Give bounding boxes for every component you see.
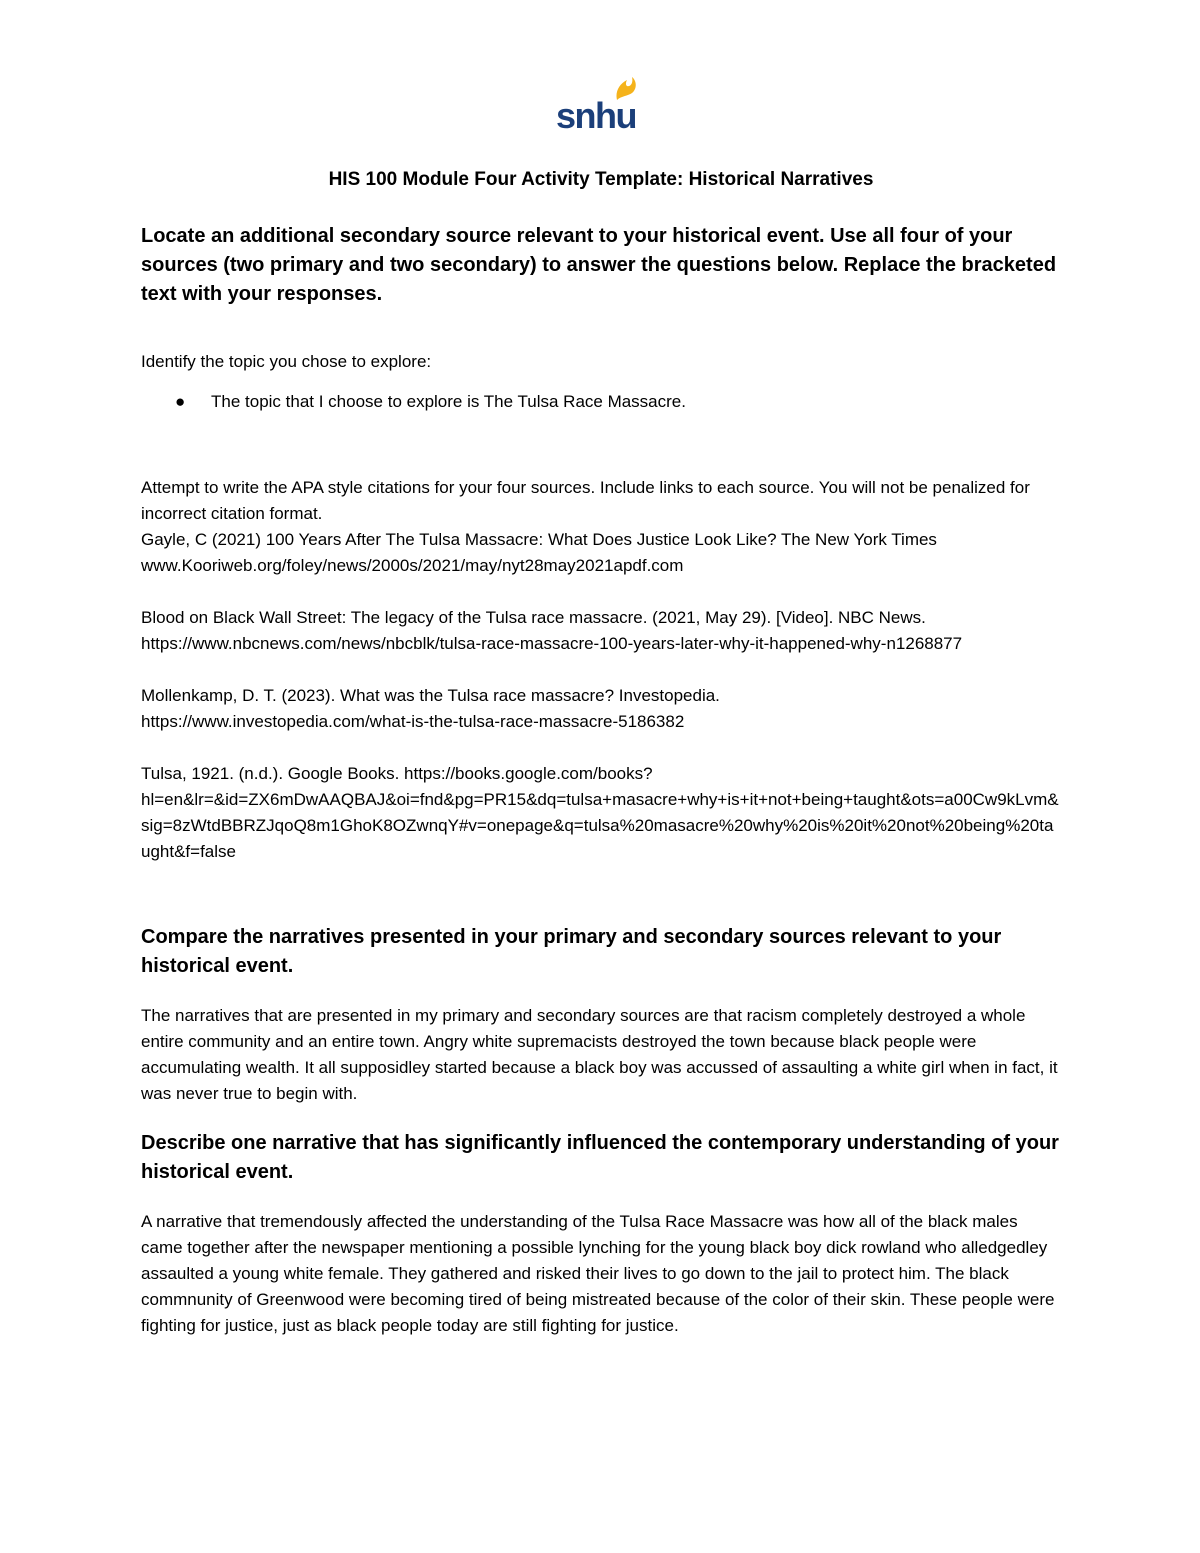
answer-compare: The narratives that are presented in my primary and secondary sources are that racism completely destroyed a whole entire community and an entire town. Angry white supremacists destroyed the town because black people were accumulating wealth. It all supposidley started because a black boy was accussed of assaulting a white girl when in fact, it was never true to begin with. bbox=[141, 1006, 1058, 1103]
citations-prompt: Attempt to write the APA style citations for your four sources. Include links to each source. You will not be penalized for incorrect citation format. bbox=[141, 478, 1030, 523]
citation-1 bbox=[141, 527, 1061, 579]
citation-text: Gayle, C (2021) 100 Years After The Tulsa Massacre: What Does Justice Look Like? The New York Times bbox=[141, 530, 937, 549]
citation-2 bbox=[141, 605, 1061, 657]
citation-text: Mollenkamp, D. T. (2023). What was the Tulsa race massacre? Investopedia. bbox=[141, 686, 720, 705]
citation-link[interactable]: https://books.google.com/books?hl=en&lr=&id=ZX6mDwAAQBAJ&oi=fnd&pg=PR15&dq=tulsa+masacre+why+is+it+not+being+taught&ots=a00Cw9kLvm&sig=8zWtdBBRZJqoQ8m1GhoK8OZwnqY#v=onepage&q=tulsa%20masacre%20why%20is%20it%20not%20being%20taught&f=false bbox=[141, 764, 1059, 861]
citation-link[interactable]: www.Kooriweb.org/foley/news/2000s/2021/may/nyt28may2021apdf.com bbox=[141, 556, 684, 575]
snhu-logo bbox=[555, 74, 640, 132]
question-heading-describe: Describe one narrative that has significantly influenced the contemporary understanding of your historical event. bbox=[141, 1132, 1059, 1183]
document-body bbox=[141, 166, 1061, 1339]
bullet-icon: ● bbox=[175, 392, 186, 411]
snhu-logo-graphic bbox=[555, 74, 640, 132]
topic-answer: The topic that I choose to explore is The Tulsa Race Massacre. bbox=[211, 392, 686, 411]
list-item bbox=[141, 389, 1061, 415]
document-title: HIS 100 Module Four Activity Template: Historical Narratives bbox=[328, 169, 874, 190]
instructions: Locate an additional secondary source relevant to your historical event. Use all four of your sources (two primary and two secondary) to answer the questions below. Replace the bracketed text with your responses. bbox=[141, 225, 1057, 305]
logo-wordmark: snhu bbox=[556, 95, 636, 132]
citation-4 bbox=[141, 761, 1061, 865]
citation-link[interactable]: https://www.investopedia.com/what-is-the-tulsa-race-massacre-5186382 bbox=[141, 712, 685, 731]
answer-describe: A narrative that tremendously affected the understanding of the Tulsa Race Massacre was how all of the black males came together after the newspaper mentioning a possible lynching for the young black boy dick rowland who alledgedley assaulted a young white female. They gathered and risked their lives to go down to the jail to protect him. The black commnunity of Greenwood were becoming tired of being mistreated because of the color of their skin. These people were fighting for justice, just as black people today are still fighting for justice. bbox=[141, 1212, 1055, 1335]
citation-3 bbox=[141, 683, 1061, 735]
citation-text: Tulsa, 1921. (n.d.). Google Books. bbox=[141, 764, 400, 783]
citation-link[interactable]: https://www.nbcnews.com/news/nbcblk/tulsa-race-massacre-100-years-later-why-it-happened-why-n1268877 bbox=[141, 634, 963, 653]
question-heading-compare: Compare the narratives presented in your primary and secondary sources relevant to your historical event. bbox=[141, 926, 1002, 977]
topic-prompt: Identify the topic you chose to explore: bbox=[141, 352, 432, 371]
citation-list bbox=[141, 527, 1061, 865]
topic-bullet-list bbox=[141, 389, 1061, 415]
citation-text: Blood on Black Wall Street: The legacy of the Tulsa race massacre. (2021, May 29). [Video]. NBC News. bbox=[141, 608, 926, 627]
